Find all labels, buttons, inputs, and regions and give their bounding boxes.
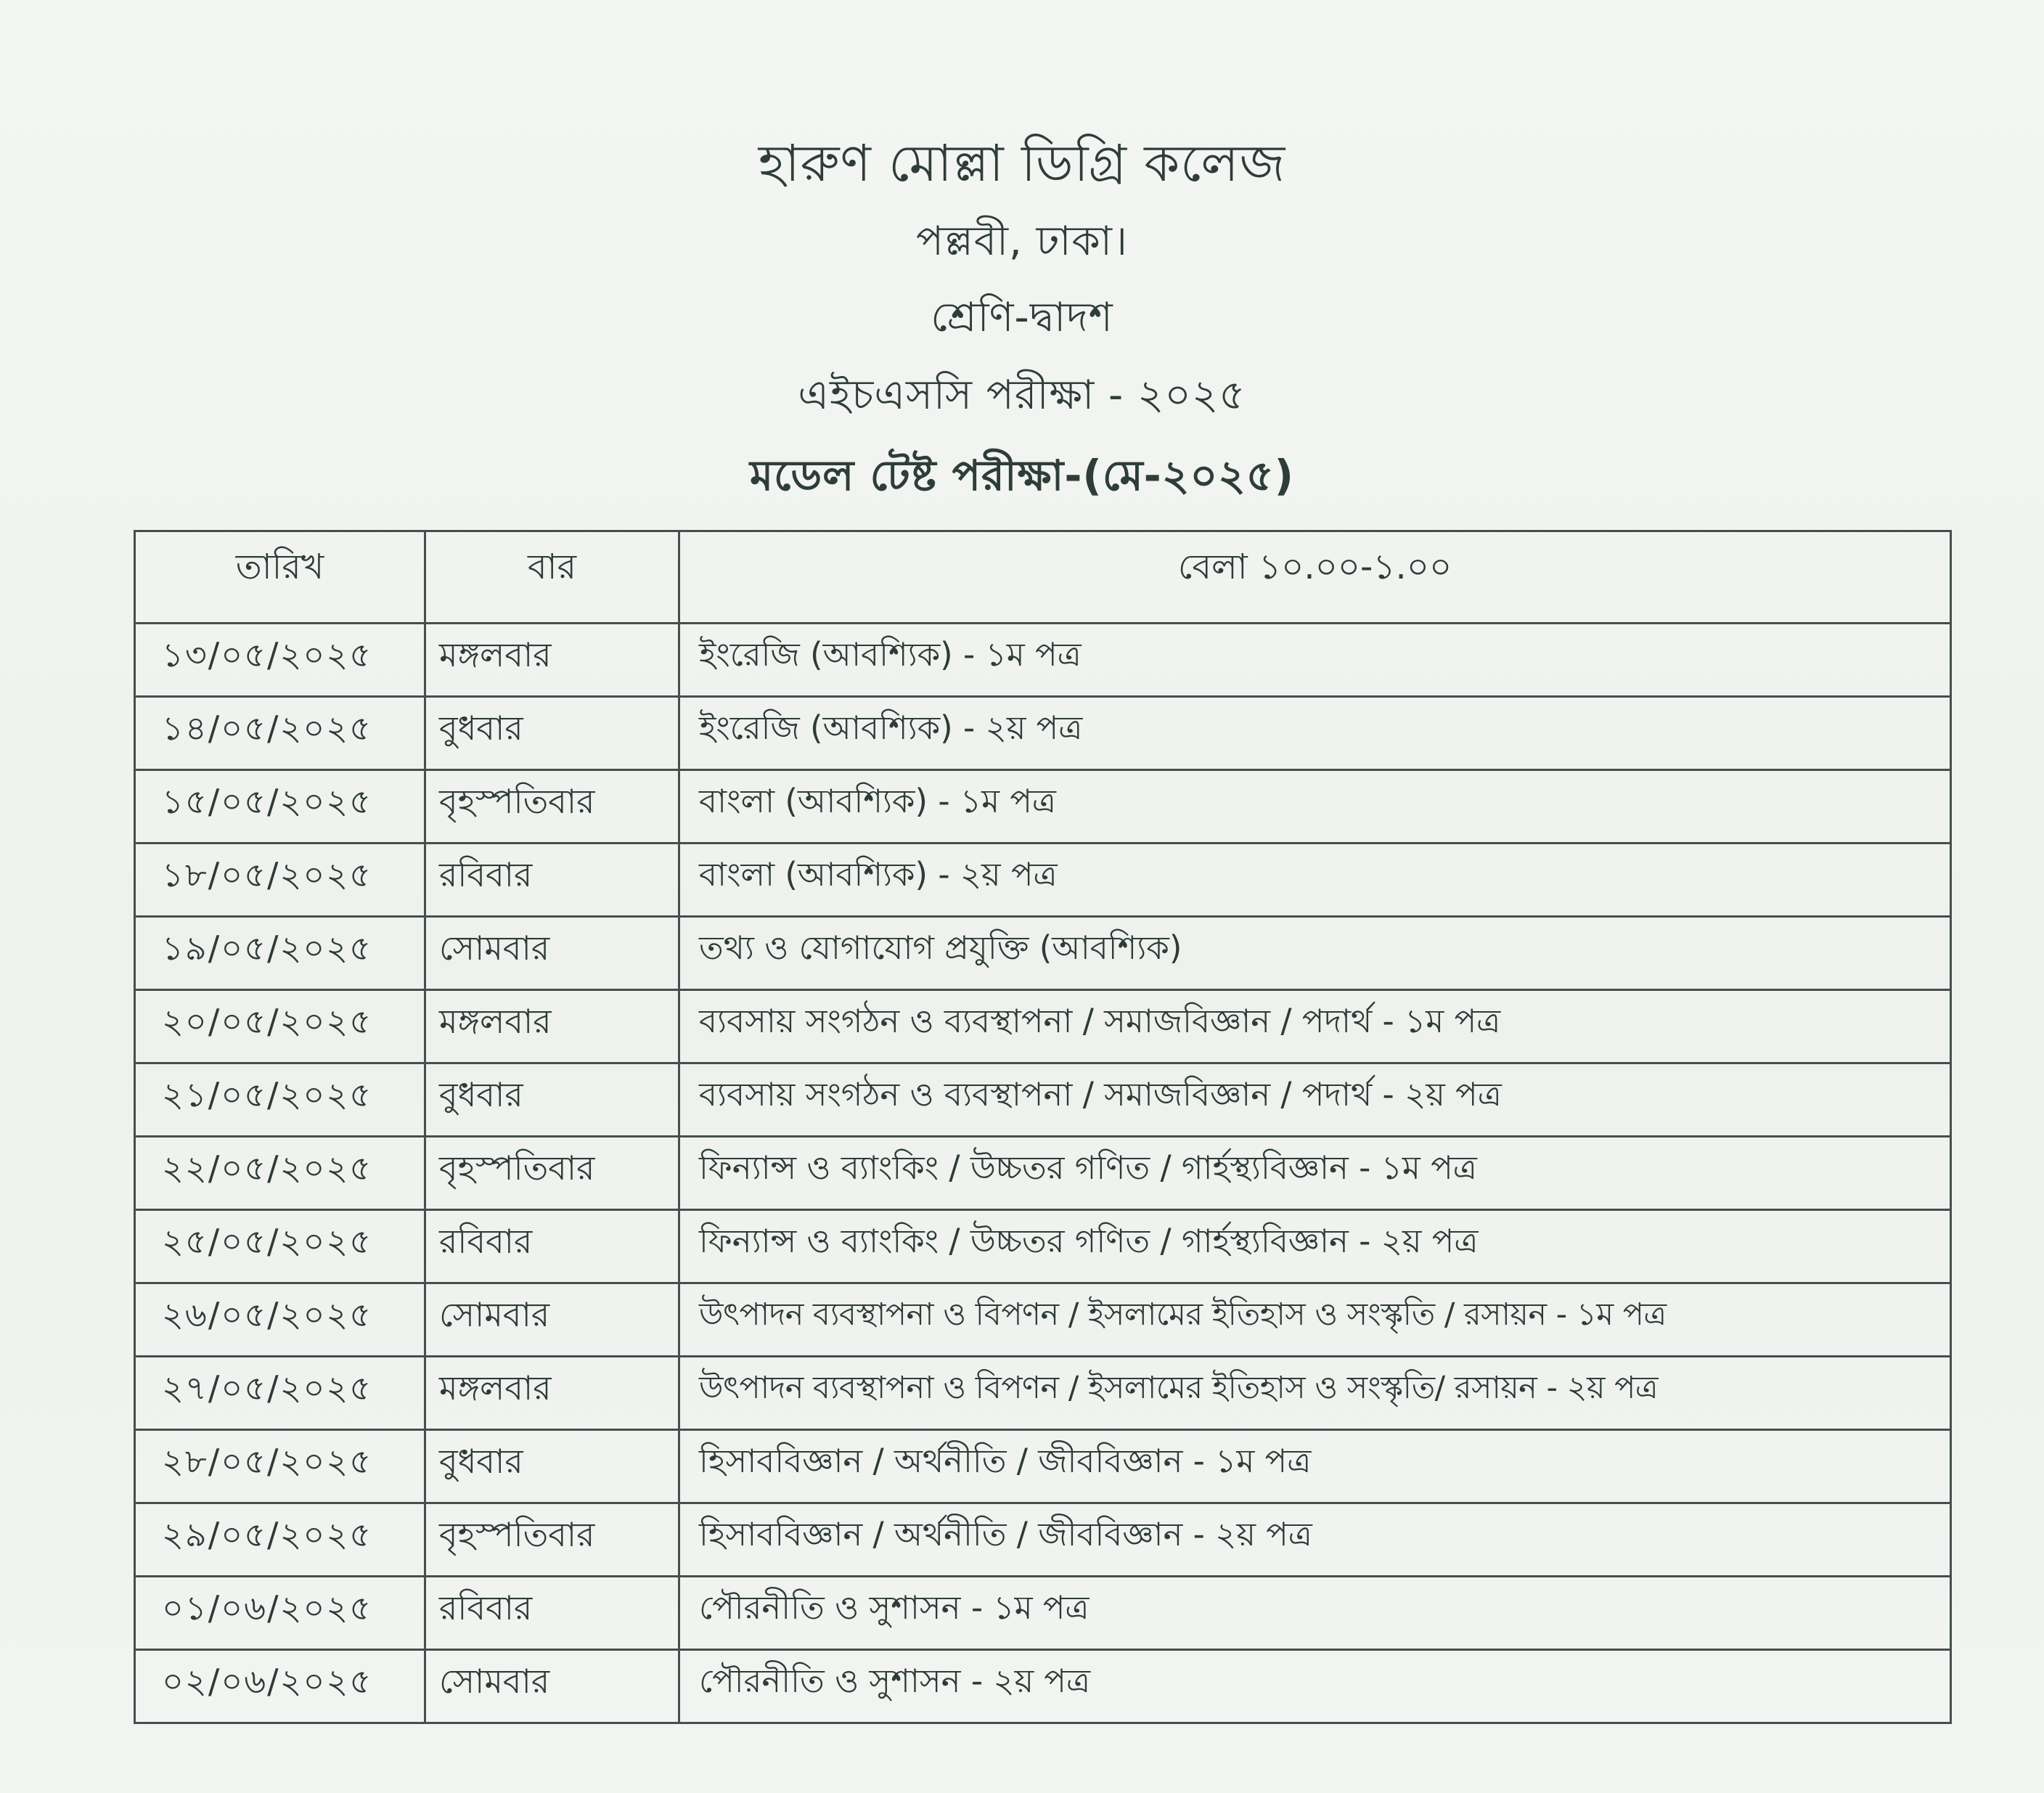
table-row bbox=[135, 1357, 1951, 1430]
college-location: পল্লবী, ঢাকা। bbox=[916, 218, 1128, 265]
cell-day: মঙ্গলবার bbox=[425, 990, 679, 1063]
cell-day: বৃহস্পতিবার bbox=[425, 1503, 679, 1577]
table-row bbox=[135, 1650, 1951, 1723]
header-time: বেলা ১০.০০-১.০০ bbox=[679, 531, 1951, 624]
test-title: মডেল টেষ্ট পরীক্ষা-(মে-২০২৫) bbox=[749, 451, 1295, 500]
cell-subject: পৌরনীতি ও সুশাসন - ১ম পত্র bbox=[679, 1577, 1951, 1650]
cell-day: সোমবার bbox=[425, 1650, 679, 1723]
exam-routine-table bbox=[134, 530, 1952, 1724]
cell-day: সোমবার bbox=[425, 917, 679, 990]
table-header-row bbox=[135, 531, 1951, 624]
cell-day: মঙ্গলবার bbox=[425, 624, 679, 697]
table-row bbox=[135, 697, 1951, 770]
cell-day: রবিবার bbox=[425, 1210, 679, 1283]
table-row bbox=[135, 844, 1951, 917]
cell-subject: ইংরেজি (আবশ্যিক) - ২য় পত্র bbox=[679, 697, 1951, 770]
table-row bbox=[135, 1063, 1951, 1137]
table-row bbox=[135, 1503, 1951, 1577]
table-row bbox=[135, 1210, 1951, 1283]
cell-day: বুধবার bbox=[425, 697, 679, 770]
document-header bbox=[0, 123, 2044, 515]
cell-subject: পৌরনীতি ও সুশাসন - ২য় পত্র bbox=[679, 1650, 1951, 1723]
class-title: শ্রেণি-দ্বাদশ bbox=[931, 294, 1113, 341]
table-row bbox=[135, 1283, 1951, 1357]
cell-date: ১৯/০৫/২০২৫ bbox=[135, 917, 425, 990]
table-row bbox=[135, 917, 1951, 990]
cell-subject: ইংরেজি (আবশ্যিক) - ১ম পত্র bbox=[679, 624, 1951, 697]
cell-subject: উৎপাদন ব্যবস্থাপনা ও বিপণন / ইসলামের ইতিহাস ও সংস্কৃতি / রসায়ন - ১ম পত্র bbox=[679, 1283, 1951, 1357]
cell-date: ২৬/০৫/২০২৫ bbox=[135, 1283, 425, 1357]
cell-day: বৃহস্পতিবার bbox=[425, 770, 679, 844]
cell-day: বুধবার bbox=[425, 1430, 679, 1503]
cell-subject: ব্যবসায় সংগঠন ও ব্যবস্থাপনা / সমাজবিজ্ঞান / পদার্থ - ২য় পত্র bbox=[679, 1063, 1951, 1137]
cell-date: ০২/০৬/২০২৫ bbox=[135, 1650, 425, 1723]
cell-date: ১৪/০৫/২০২৫ bbox=[135, 697, 425, 770]
cell-day: বৃহস্পতিবার bbox=[425, 1137, 679, 1210]
cell-subject: ব্যবসায় সংগঠন ও ব্যবস্থাপনা / সমাজবিজ্ঞান / পদার্থ - ১ম পত্র bbox=[679, 990, 1951, 1063]
cell-subject: উৎপাদন ব্যবস্থাপনা ও বিপণন / ইসলামের ইতিহাস ও সংস্কৃতি/ রসায়ন - ২য় পত্র bbox=[679, 1357, 1951, 1430]
table-row bbox=[135, 624, 1951, 697]
cell-date: ২৫/০৫/২০২৫ bbox=[135, 1210, 425, 1283]
cell-date: ২০/০৫/২০২৫ bbox=[135, 990, 425, 1063]
cell-date: ১৫/০৫/২০২৫ bbox=[135, 770, 425, 844]
cell-subject: ফিন্যান্স ও ব্যাংকিং / উচ্চতর গণিত / গার্হস্থ্যবিজ্ঞান - ১ম পত্র bbox=[679, 1137, 1951, 1210]
cell-subject: তথ্য ও যোগাযোগ প্রযুক্তি (আবশ্যিক) bbox=[679, 917, 1951, 990]
cell-date: ২৮/০৫/২০২৫ bbox=[135, 1430, 425, 1503]
cell-date: ০১/০৬/২০২৫ bbox=[135, 1577, 425, 1650]
header-day: বার bbox=[425, 531, 679, 624]
cell-subject: ফিন্যান্স ও ব্যাংকিং / উচ্চতর গণিত / গার্হস্থ্যবিজ্ঞান - ২য় পত্র bbox=[679, 1210, 1951, 1283]
cell-day: সোমবার bbox=[425, 1283, 679, 1357]
cell-date: ২২/০৫/২০২৫ bbox=[135, 1137, 425, 1210]
table-row bbox=[135, 1137, 1951, 1210]
cell-subject: হিসাববিজ্ঞান / অর্থনীতি / জীববিজ্ঞান - ২য় পত্র bbox=[679, 1503, 1951, 1577]
cell-day: রবিবার bbox=[425, 844, 679, 917]
cell-date: ১৩/০৫/২০২৫ bbox=[135, 624, 425, 697]
cell-date: ২৭/০৫/২০২৫ bbox=[135, 1357, 425, 1430]
cell-date: ২১/০৫/২০২৫ bbox=[135, 1063, 425, 1137]
cell-day: বুধবার bbox=[425, 1063, 679, 1137]
table-row bbox=[135, 1430, 1951, 1503]
cell-subject: বাংলা (আবশ্যিক) - ২য় পত্র bbox=[679, 844, 1951, 917]
cell-subject: বাংলা (আবশ্যিক) - ১ম পত্র bbox=[679, 770, 1951, 844]
header-date: তারিখ bbox=[135, 531, 425, 624]
exam-title: এইচএসসি পরীক্ষা - ২০২৫ bbox=[798, 372, 1246, 419]
table-row bbox=[135, 990, 1951, 1063]
cell-date: ২৯/০৫/২০২৫ bbox=[135, 1503, 425, 1577]
cell-day: রবিবার bbox=[425, 1577, 679, 1650]
cell-subject: হিসাববিজ্ঞান / অর্থনীতি / জীববিজ্ঞান - ১ম পত্র bbox=[679, 1430, 1951, 1503]
college-name: হারুণ মোল্লা ডিগ্রি কলেজ bbox=[758, 134, 1286, 193]
table-row bbox=[135, 770, 1951, 844]
cell-day: মঙ্গলবার bbox=[425, 1357, 679, 1430]
cell-date: ১৮/০৫/২০২৫ bbox=[135, 844, 425, 917]
table-row bbox=[135, 1577, 1951, 1650]
